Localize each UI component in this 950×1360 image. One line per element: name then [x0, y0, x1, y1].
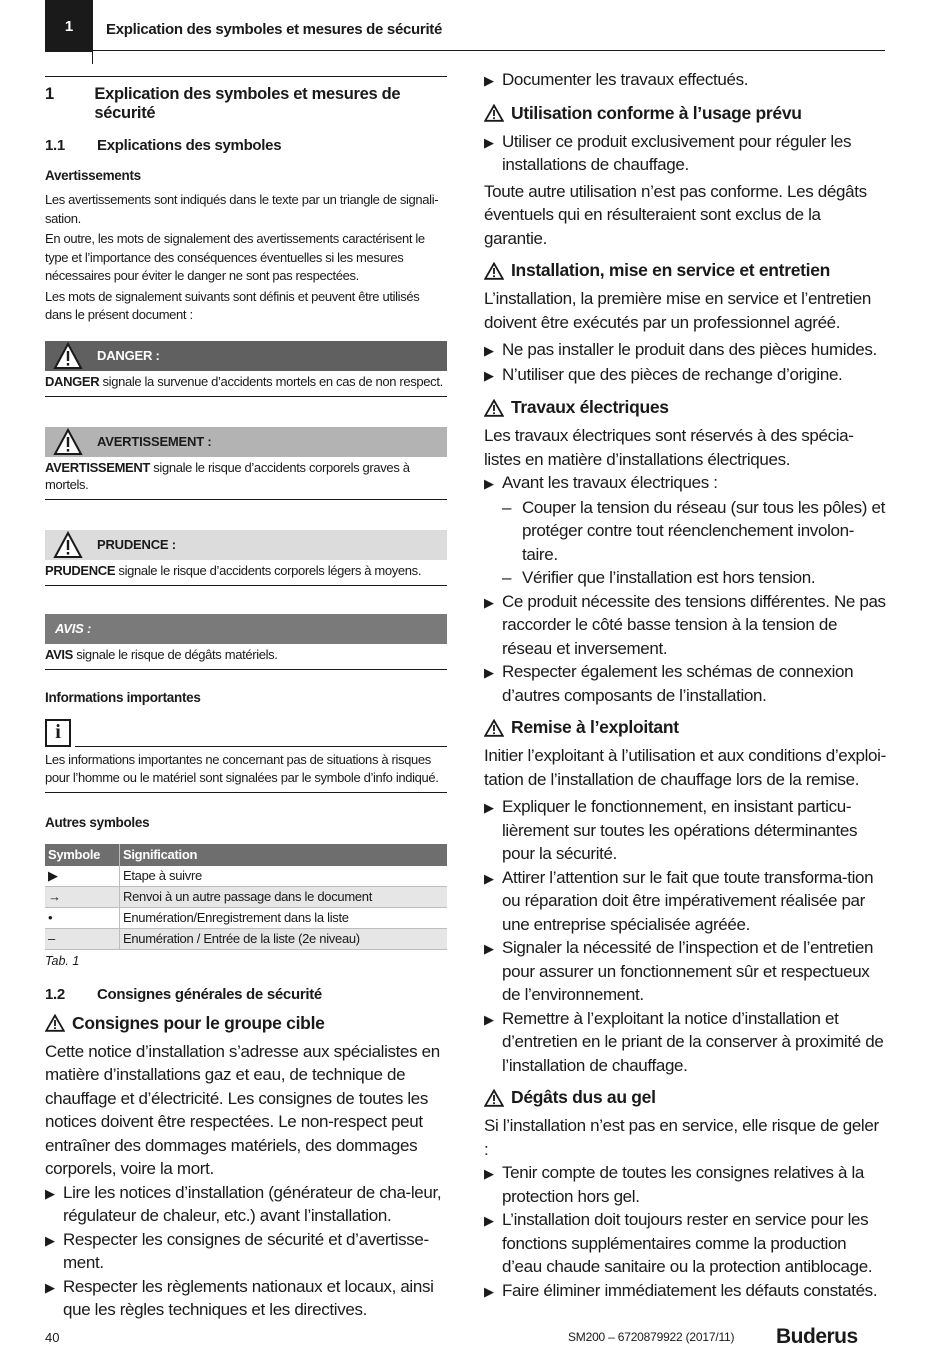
bullet-arrow-icon: ▶: [484, 594, 494, 610]
list-item-text: Remettre à l’exploitant la notice d’installation et d’entretien en le priant de la conserver à proximité de l’installation de chauffage.: [502, 1008, 884, 1075]
bullet-arrow-icon: ▶: [45, 1232, 55, 1248]
electrical-body: Les travaux électriques sont réservés à des spécia-listes en matière d’installations électriques.: [484, 426, 854, 469]
table-cell-meaning: Enumération/Enregistrement dans la liste: [120, 907, 448, 928]
bullet-arrow-icon: ▶: [484, 73, 494, 88]
dash-marker: –: [502, 568, 512, 587]
running-header-title: Explication des symboles et mesures de sécurité: [106, 21, 443, 38]
chapter-heading-text: Explication des symboles et mesures de sécurité: [94, 85, 401, 122]
bullet-arrow-icon: ▶: [45, 1185, 55, 1201]
section-text: Consignes générales de sécurité: [97, 985, 322, 1003]
table-cell-symbol: →: [45, 886, 120, 907]
column-header-meaning: Signification: [120, 844, 448, 866]
bullet-arrow-icon: ▶: [484, 1283, 494, 1299]
table-header-row: [45, 844, 447, 866]
list-item-text: Utiliser ce produit exclusivement pour réguler les installations de chauffage.: [502, 131, 852, 174]
symbols-table: [45, 844, 447, 950]
installation-heading: [484, 260, 886, 281]
warning-word: AVERTISSEMENT: [45, 459, 150, 475]
handover-body: Initier l’exploitant à l’utilisation et aux conditions d’exploi-tation de l’installation de chauffage lors de la remise.: [484, 746, 886, 789]
table-row: [45, 866, 447, 887]
list-item: [45, 1275, 447, 1322]
warning-triangle-icon: [45, 1014, 65, 1032]
intended-use-body: Toute autre utilisation n’est pas conforme. Les dégâts éventuels qui en résulteraient sont exclus de la garantie.: [484, 181, 867, 248]
list-item-text: Documenter les travaux effectués.: [502, 70, 749, 89]
list-item-text: Ce produit nécessite des tensions différentes. Ne pas raccorder le côté basse tension à la tension de réseau et inversement.: [502, 591, 886, 658]
table-cell-symbol: •: [45, 907, 120, 928]
list-item: [484, 1208, 886, 1279]
electrical-heading: [484, 397, 886, 418]
bullet-arrow-icon: ▶: [484, 1011, 494, 1027]
caution-text: signale le risque d’accidents corporels légers à moyens.: [115, 562, 422, 578]
table-row: [45, 907, 447, 928]
bullet-arrow-icon: ▶: [484, 476, 494, 491]
table-row: [45, 886, 447, 907]
section-heading-1-1: [45, 137, 447, 154]
list-item-text: Tenir compte de toutes les consignes relatives à la protection hors gel.: [502, 1163, 865, 1206]
notice-label: AVIS :: [55, 621, 92, 636]
list-item-text: Lire les notices d’installation (générateur de cha-leur, régulateur de chaleur, etc.) avant l’installation.: [63, 1182, 442, 1225]
chapter-heading-number: 1: [45, 85, 54, 103]
bullet-arrow-icon: ▶: [484, 870, 494, 886]
list-item-text: Respecter les consignes de sécurité et d’avertisse-ment.: [63, 1229, 429, 1272]
info-icon: i: [45, 719, 71, 747]
list-item: [484, 1279, 886, 1304]
caution-bar: [45, 530, 447, 560]
notice-text: signale le risque de dégâts matériels.: [72, 646, 278, 662]
list-item: [484, 363, 886, 388]
danger-label: DANGER :: [97, 348, 160, 363]
caution-description: [45, 560, 447, 586]
list-item-text: Avant les travaux électriques :: [502, 473, 718, 492]
electrical-title: Travaux électriques: [511, 397, 669, 417]
info-line: [75, 746, 447, 747]
caution-word: PRUDENCE: [45, 562, 116, 578]
right-column: [484, 68, 886, 1303]
table-row: [45, 928, 447, 949]
danger-description: [45, 371, 447, 397]
section-number: 1.2: [45, 985, 65, 1003]
danger-bar: [45, 341, 447, 371]
list-item: [484, 590, 886, 661]
important-info-subheading: Informations importantes: [45, 689, 201, 705]
target-group-body: Cette notice d’installation s’adresse aux spécialistes en matière d’installations gaz et eau, de technique de chauffage et d’électricité. Les consignes de toutes les notices doivent être respectées. Le non-respect peut entraîner des dommages matériels, des dommages corporels, voire la mort.: [45, 1041, 440, 1178]
table-cell-meaning: Renvoi à un autre passage dans le document: [120, 886, 448, 907]
list-item-text: Expliquer le fonctionnement, en insistant particu-lièrement sur toutes les opérations déterminantes pour la sécurité.: [502, 797, 858, 863]
table-cell-meaning: Enumération / Entrée de la liste (2e niveau): [120, 928, 448, 949]
list-item-text: Signaler la nécessité de l’inspection et de l’entretien pour assurer un fonctionnement sûr et respectueux de l’environnement.: [502, 938, 874, 1004]
danger-warning-triangle-icon: [53, 342, 83, 370]
bullet-arrow-icon: ▶: [484, 1166, 494, 1181]
list-item: [484, 660, 886, 707]
sub-list-item-text: Couper la tension du réseau (sur tous les pôles) et protéger contre tout réenclenchement involon-taire.: [522, 497, 885, 564]
list-item-text: Respecter également les schémas de connexion d’autres composants de l’installation.: [502, 662, 854, 705]
list-item-text: Ne pas installer le produit dans des pièces humides.: [502, 340, 877, 359]
warnings-paragraph-1: Les avertissements sont indiqués dans le texte par un triangle de signali-sation.: [45, 192, 439, 226]
list-item: [45, 1181, 447, 1228]
list-item: [484, 338, 886, 363]
sub-list-item-text: Vérifier que l’installation est hors tension.: [522, 568, 816, 587]
list-item: [484, 936, 886, 1007]
bullet-arrow-icon: ▶: [484, 134, 494, 150]
list-item: [484, 1007, 886, 1078]
target-group-heading: [45, 1013, 447, 1034]
section-number: 1.1: [45, 137, 65, 154]
frost-body: Si l’installation n’est pas en service, elle risque de geler :: [484, 1116, 879, 1159]
warning-triangle-icon: [484, 1089, 504, 1107]
danger-word: DANGER: [45, 373, 100, 389]
frost-title: Dégâts dus au gel: [511, 1087, 656, 1107]
list-item: [484, 471, 886, 496]
bullet-arrow-icon: ▶: [484, 343, 494, 358]
header-rule: [93, 50, 885, 51]
header-tick: [92, 50, 93, 64]
sub-list-item: [484, 566, 886, 590]
warning-bar: [45, 427, 447, 457]
important-info-text: Les informations importantes ne concernant pas de situations à risques pour l’homme ou le matériel sont signalées par le symbole d’info indiqué.: [45, 747, 447, 793]
table-cell-symbol: –: [45, 928, 120, 949]
column-header-symbol: Symbole: [45, 844, 120, 866]
other-symbols-subheading: Autres symboles: [45, 814, 150, 830]
table-cell-meaning: Etape à suivre: [120, 866, 448, 887]
list-item-text: Faire éliminer immédiatement les défauts constatés.: [502, 1280, 878, 1300]
bullet-arrow-icon: ▶: [45, 1279, 55, 1295]
sub-list-item: [484, 496, 886, 567]
table-cell-symbol: ▶: [45, 866, 120, 887]
caution-triangle-icon: [53, 531, 83, 559]
left-column: [45, 76, 447, 1322]
warning-triangle-icon: [484, 719, 504, 737]
installation-body: L’installation, la première mise en service et l’entretien doivent être exécutés par un professionnel agréé.: [484, 289, 871, 332]
warning-triangle-icon: [53, 428, 83, 456]
list-item: [45, 1228, 447, 1275]
table-caption: Tab. 1: [45, 953, 80, 968]
list-item-text: L’installation doit toujours rester en service pour les fonctions supplémentaires comme la production d’eau chaude sanitaire ou la protection antiblocage.: [502, 1210, 873, 1276]
list-item-text: Attirer l’attention sur le fait que toute transforma-tion ou réparation doit être impérativement réalisée par une entreprise spécialisée agréée.: [502, 867, 874, 934]
list-item: [484, 795, 886, 866]
notice-description: [45, 644, 447, 670]
chapter-heading: [45, 77, 447, 123]
list-item: [484, 68, 886, 93]
notice-bar: [45, 614, 447, 644]
warnings-paragraph-2: En outre, les mots de signalement des avertissements caractérisent le type et l’importance des conséquences éventuelles si les mesures nécessaires pour éviter le danger ne sont pas respectées.: [45, 231, 425, 283]
document-reference: SM200 – 6720879922 (2017/11): [568, 1330, 735, 1344]
info-symbol-row: [45, 719, 447, 747]
warning-triangle-icon: [484, 399, 504, 417]
warning-label: AVERTISSEMENT :: [97, 434, 212, 449]
list-item-text: N’utiliser que des pièces de rechange d’origine.: [502, 364, 843, 384]
dash-marker: –: [502, 497, 512, 517]
notice-word: AVIS: [45, 646, 73, 662]
bullet-arrow-icon: ▶: [484, 1213, 494, 1228]
list-item: [484, 130, 886, 177]
section-heading-1-2: [45, 986, 447, 1003]
chapter-number-tab: 1: [45, 0, 93, 52]
brand-logo: Buderus: [776, 1325, 858, 1348]
list-item-text: Respecter les règlements nationaux et locaux, ainsi que les règles techniques et les directives.: [63, 1276, 434, 1319]
installation-title: Installation, mise en service et entretien: [511, 260, 831, 280]
bullet-arrow-icon: ▶: [484, 665, 494, 680]
warning-triangle-icon: [484, 104, 504, 122]
page-number: 40: [45, 1330, 60, 1345]
warnings-paragraph-3: Les mots de signalement suivants sont définis et peuvent être utilisés dans le présent document :: [45, 288, 420, 322]
list-item: [484, 1161, 886, 1208]
handover-title: Remise à l’exploitant: [511, 717, 679, 737]
section-text: Explications des symboles: [97, 137, 282, 154]
frost-heading: [484, 1087, 886, 1108]
intended-use-heading: [484, 103, 886, 124]
list-item: [484, 866, 886, 937]
bullet-arrow-icon: ▶: [484, 367, 494, 383]
bullet-arrow-icon: ▶: [484, 941, 494, 956]
handover-heading: [484, 717, 886, 738]
bullet-arrow-icon: ▶: [484, 800, 494, 815]
target-group-title: Consignes pour le groupe cible: [72, 1012, 325, 1033]
danger-text: signale la survenue d’accidents mortels en cas de non respect.: [99, 373, 443, 389]
warning-triangle-icon: [484, 262, 504, 280]
warnings-subheading: Avertissements: [45, 168, 141, 183]
warning-text: signale le risque d’accidents corporels graves à mortels.: [45, 459, 410, 492]
caution-label: PRUDENCE :: [97, 537, 176, 552]
intended-use-title: Utilisation conforme à l’usage prévu: [511, 102, 802, 123]
warning-description: [45, 457, 447, 500]
